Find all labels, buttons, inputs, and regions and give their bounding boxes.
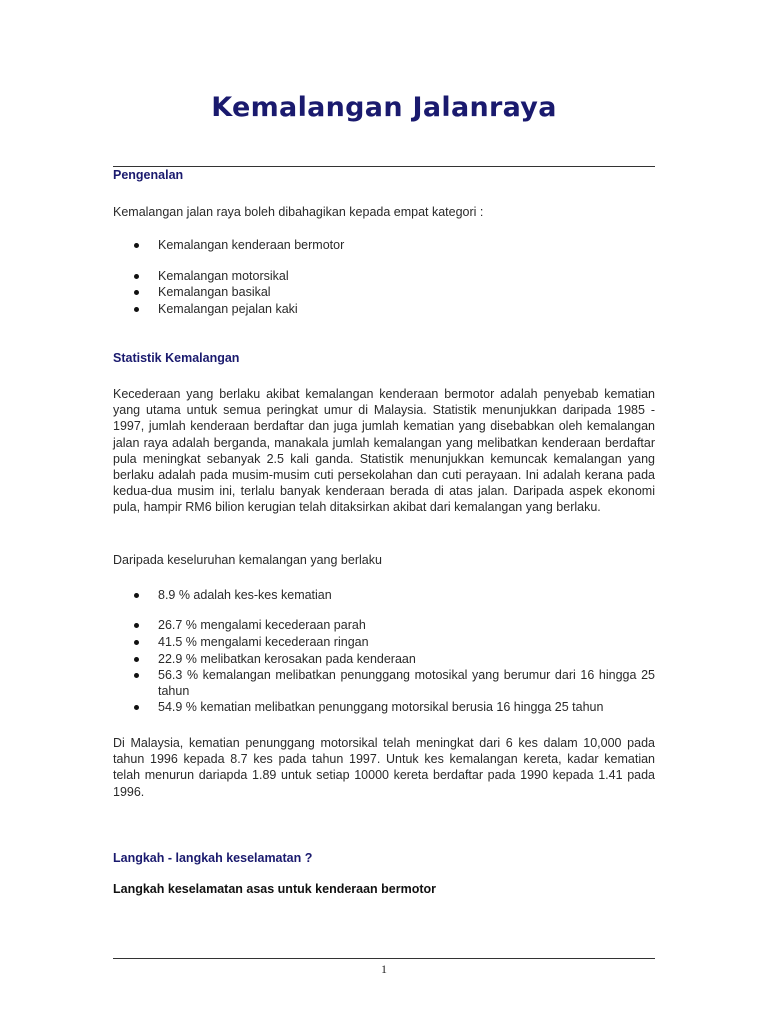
category-item: Kemalangan basikal — [158, 284, 655, 300]
statistics-closing: Di Malaysia, kematian penunggang motorsikal telah meningkat dari 6 kes dalam 10,000 pada tahun 1996 kepada 8.7 kes pada tahun 1997. Untuk kes kemalangan kereta, kadar kematian telah menurun dariapda 1.89 untuk setiap 10000 kereta berdaftar pada 1990 kepada 1.41 pada 1996. — [113, 736, 655, 799]
page-number: 1 — [381, 962, 387, 976]
category-item: Kemalangan motorsikal — [158, 268, 655, 284]
fact-item: 22.9 % melibatkan kerosakan pada kenderaan — [158, 651, 655, 667]
fact-item: 56.3 % kemalangan melibatkan penunggang motosikal yang berumur dari 16 hingga 25 tahun — [158, 668, 655, 699]
fact-item: 41.5 % mengalami kecederaan ringan — [158, 634, 655, 650]
statistics-heading: Statistik Kemalangan — [113, 351, 240, 365]
fact-item: 26.7 % mengalami kecederaan parah — [158, 617, 655, 633]
category-item: Kemalangan pejalan kaki — [158, 301, 655, 317]
intro-heading: Pengenalan — [113, 168, 184, 182]
safety-heading: Langkah - langkah keselamatan ? — [113, 851, 313, 865]
fact-item: 54.9 % kematian melibatkan penunggang motorsikal berusia 16 hingga 25 tahun — [158, 699, 655, 715]
footer-rule — [113, 958, 655, 959]
header-rule — [113, 166, 655, 167]
safety-subheading: Langkah keselamatan asas untuk kenderaan bermotor — [113, 882, 437, 896]
document-title: Kemalangan Jalanraya — [211, 92, 557, 123]
statistics-lead: Daripada keseluruhan kemalangan yang berlaku — [113, 553, 382, 567]
statistics-paragraph: Kecederaan yang berlaku akibat kemalangan kenderaan bermotor adalah penyebab kematian yang utama untuk semua peringkat umur di Malaysia. Statistik menunjukkan daripada 1985 - 1997, jumlah kenderaan berdaftar dan juga jumlah kematian yang disebabkan oleh kemalangan jalan raya adalah berganda, manakala jumlah kemalangan yang melibatkan kenderaan berdaftar pula meningkat sebanyak 2.5 kali ganda. Statistik menunjukkan kemuncak kemalangan yang berlaku adalah pada musim-musim cuti persekolahan dan cuti perayaan. Ini adalah kerana pada kedua-dua musim ini, terlalu banyak kenderaan berada di atas jalan. Daripada aspek ekonomi pula, hampir RM6 bilion kerugian telah ditaksirkan akibat dari kemalangan yang berlaku. — [113, 387, 655, 515]
category-item: Kemalangan kenderaan bermotor — [158, 237, 655, 253]
intro-lead: Kemalangan jalan raya boleh dibahagikan kepada empat kategori : — [113, 205, 484, 219]
fact-item: 8.9 % adalah kes-kes kematian — [158, 587, 655, 603]
